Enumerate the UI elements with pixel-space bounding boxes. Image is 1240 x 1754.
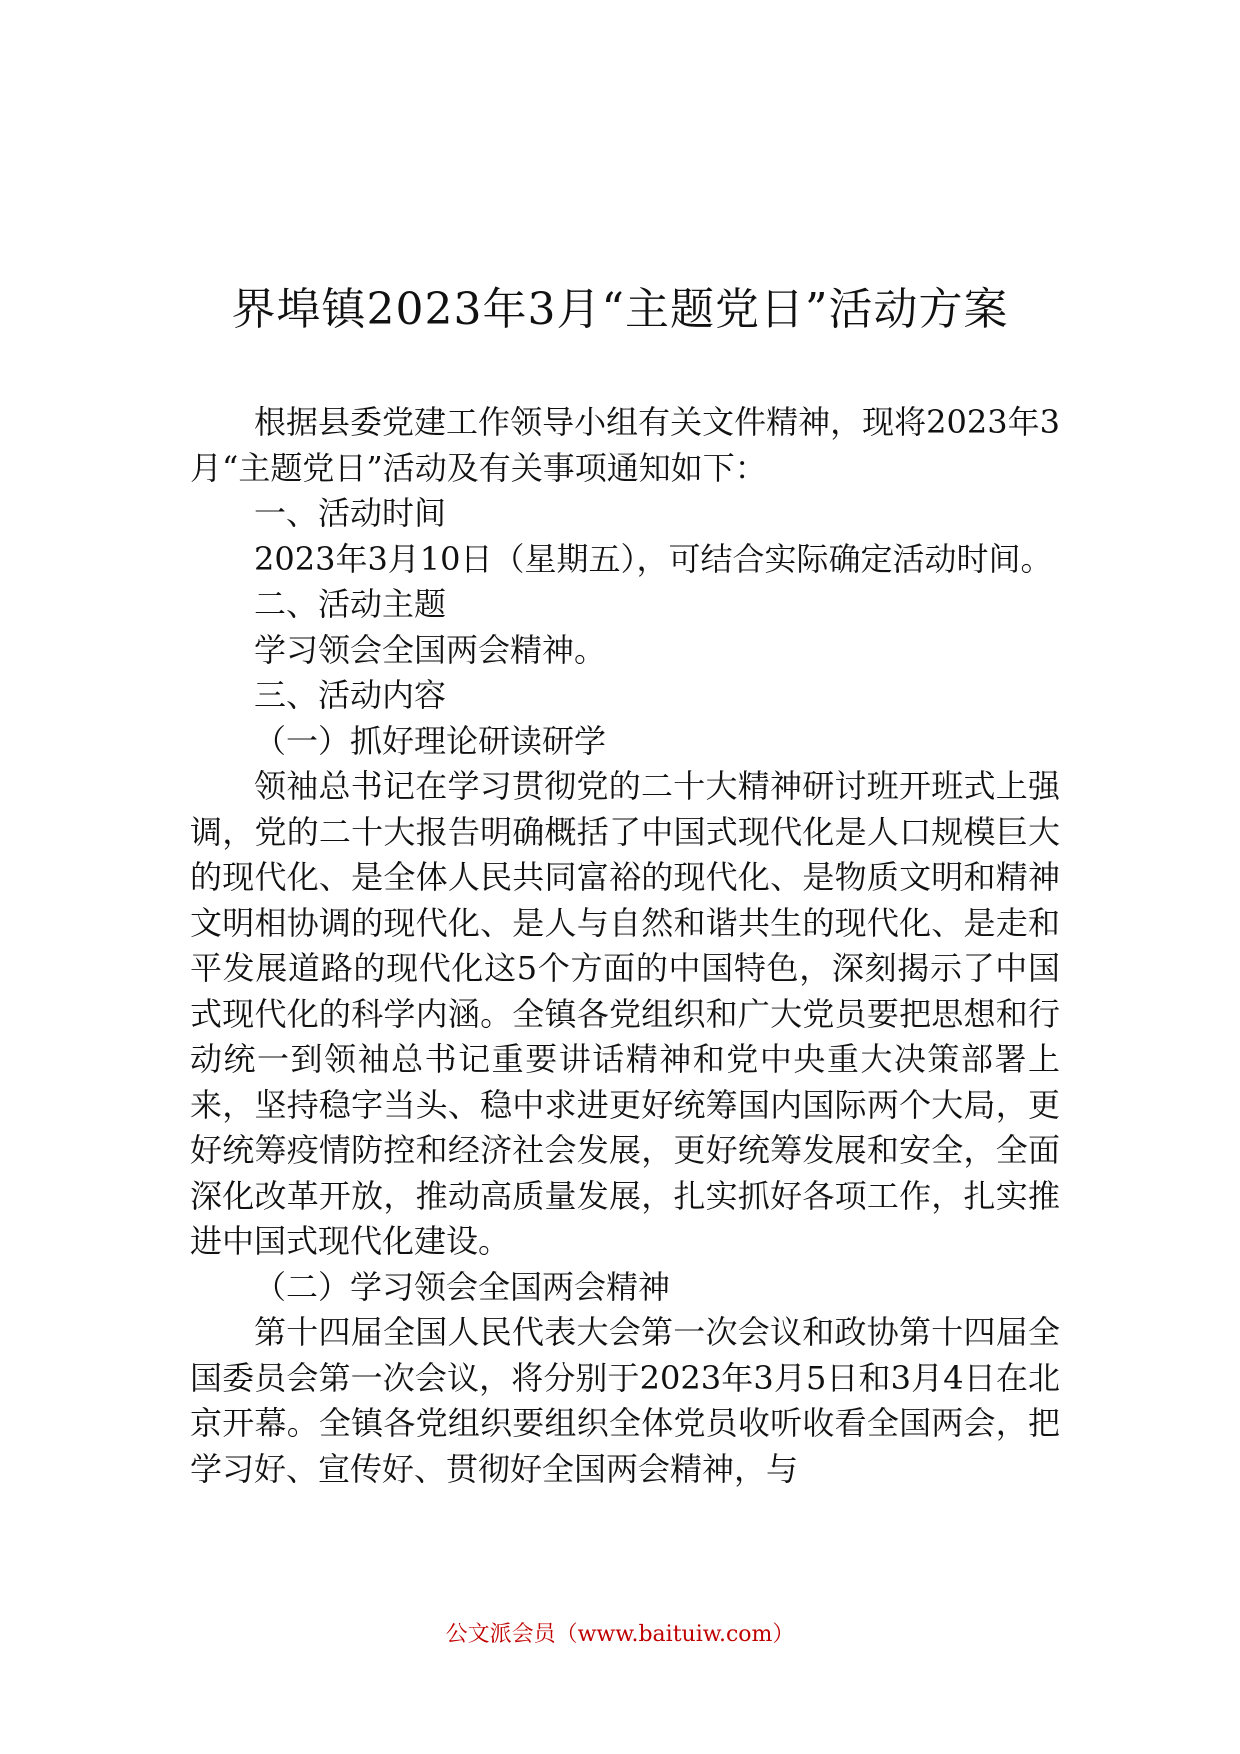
document-title: 界埠镇2023年3月“主题党日”活动方案 [231,284,1009,335]
section-heading-content: 三、活动内容 [254,676,447,714]
subheading-theory-study: （一）抓好理论研读研学 [254,721,607,760]
document-body [190,400,1060,1492]
paragraph-intro: 根据县委党建工作领导小组有关文件精神，现将2023年3月“主题党日”活动及有关事项通知如下： [190,403,1060,487]
subheading-two-sessions: （二）学习领会全国两会精神 [254,1267,671,1306]
footer-watermark-link[interactable]: 公文派会员（www.baituiw.com） [445,1622,795,1647]
section-heading-theme: 二、活动主题 [254,585,447,623]
section-heading-time: 一、活动时间 [254,494,447,532]
paragraph-time: 2023年3月10日（星期五），可结合实际确定活动时间。 [254,539,1053,578]
paragraph-two-sessions: 第十四届全国人民代表大会第一次会议和政协第十四届全国委员会第一次会议，将分别于2023年3月5日和3月4日在北京开幕。全镇各党组织要组织全体党员收听收看全国两会，把学习好、宣传好、贯彻好全国两会精神，与 [190,1313,1060,1488]
paragraph-theory-study: 领袖总书记在学习贯彻党的二十大精神研讨班开班式上强调，党的二十大报告明确概括了中国式现代化是人口规模巨大的现代化、是全体人民共同富裕的现代化、是物质文明和精神文明相协调的现代化、是人与自然和谐共生的现代化、是走和平发展道路的现代化这5个方面的中国特色，深刻揭示了中国式现代化的科学内涵。全镇各党组织和广大党员要把思想和行动统一到领袖总书记重要讲话精神和党中央重大决策部署上来，坚持稳字当头、稳中求进更好统筹国内国际两个大局，更好统筹疫情防控和经济社会发展，更好统筹发展和安全，全面深化改革开放，推动高质量发展，扎实抓好各项工作，扎实推进中国式现代化建设。 [190,767,1060,1260]
paragraph-theme: 学习领会全国两会精神。 [254,630,607,669]
